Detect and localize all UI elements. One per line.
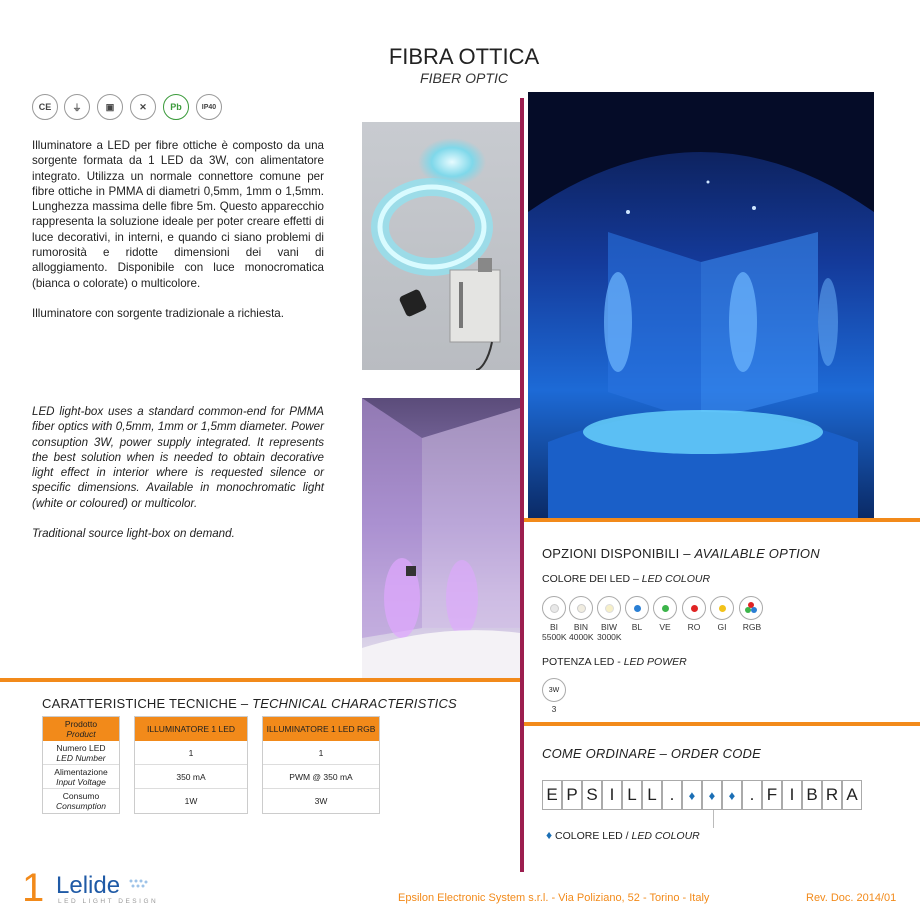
brand-tagline: LED LIGHT DESIGN (58, 898, 159, 905)
description-it-p1: Illuminatore a LED per fibre ottiche è composto da una sorgente formata da 1 LED da 3W, con alimentatore integrato. Utilizza un normale connettore comune per fibre ottiche in PMMA di diametri 0,5mm, 1mm o 1,5mm. Lunghezza massima delle fibre 5m. Questo apparecchio rappresenta la soluzione ideale per poter creare effetti di luce decorativi, in interni, e quando ci siano problemi di rumorosità e ridotte dimensioni dei vani di alloggiamento. Disponibile con luce monocromatica (bianca o colorate) o multicolore. (32, 139, 324, 290)
description-en-p1: LED light-box uses a standard common-end for PMMA fiber optics with 0,5mm, 1mm or 1,5mm diameter. Power consuption 3W, power supply integrated. It represents the best solution when is needed to obtain decorative light effect in interior where is requested silence or specific dimensions. Available in monochromatic light (white or coloured) or multicolor. (32, 405, 324, 510)
vertical-divider (520, 98, 524, 872)
tech-col-1led-input-voltage: 350 mA (135, 765, 247, 789)
page-title: FIBRA OTTICA (388, 44, 540, 69)
order-code-char: A (842, 780, 862, 810)
order-code-char: R (822, 780, 842, 810)
description-en (32, 404, 324, 541)
weee-bin-icon: ✕ (130, 94, 156, 120)
tech-col-rgb-header: ILLUMINATORE 1 LED RGB (263, 717, 379, 741)
led-biw-label: BIW (600, 622, 618, 632)
tech-col-1led (134, 716, 248, 814)
led-bi-cct: 5500K (542, 632, 567, 642)
class-ii-icon: ▣ (97, 94, 123, 120)
ip40-icon: IP40 (196, 94, 222, 120)
led-biw-icon (605, 604, 614, 613)
led-gi-icon (719, 605, 726, 612)
led-bin-swatch (569, 596, 593, 620)
led-bl-label: BL (631, 622, 643, 632)
led-bi-icon (550, 604, 559, 613)
room-photo-blue (528, 92, 874, 518)
page-subtitle: FIBER OPTIC (420, 70, 508, 86)
order-code-char: F (762, 780, 782, 810)
tech-col-1led-led-number: 1 (135, 741, 247, 765)
led-bi-label: BI (549, 622, 559, 632)
led-bl-icon (634, 605, 641, 612)
order-code-char: S (582, 780, 602, 810)
order-code-char: . (662, 780, 682, 810)
tech-col-1led-consumption: 1W (184, 796, 198, 806)
ground-icon: ⏚ (64, 94, 90, 120)
led-ve-swatch (653, 596, 677, 620)
tech-row-labels (42, 716, 120, 814)
divider-options (524, 518, 920, 522)
led-ve-label: VE (659, 622, 671, 632)
led-ro-label: RO (687, 622, 701, 632)
led-bin-cct: 4000K (569, 632, 594, 642)
led-colour-title: COLORE DEI LED – LED COLOUR (542, 573, 711, 585)
company-address: Epsilon Electronic System s.r.l. - Via Poliziano, 52 - Torino - Italy (398, 892, 710, 904)
led-bl-swatch (625, 596, 649, 620)
order-code-leader-line (713, 810, 714, 828)
order-code-char: L (622, 780, 642, 810)
led-rgb-icon (744, 601, 758, 615)
order-code-char: I (602, 780, 622, 810)
product-photo (362, 122, 520, 370)
brand-dots-icon (128, 878, 150, 892)
tech-label-input-voltage: Alimentazione Input Voltage (43, 765, 119, 789)
led-rgb-label: RGB (742, 622, 762, 632)
led-power-icon: 3W (548, 686, 560, 694)
divider-tech (0, 678, 520, 682)
order-code (542, 780, 862, 810)
description-it (32, 138, 324, 321)
led-bi-swatch (542, 596, 566, 620)
led-ro-icon (691, 605, 698, 612)
page-number: 1 (22, 866, 45, 910)
tech-label-product: Prodotto Product (43, 717, 119, 741)
order-code-char: I (782, 780, 802, 810)
tech-col-1led-rgb (262, 716, 380, 814)
led-gi-label: GI (717, 622, 727, 632)
order-code-colour-slot: ♦ (702, 780, 722, 810)
order-code-char: L (642, 780, 662, 810)
led-power-value: 3 (551, 704, 557, 714)
order-code-colour-slot: ♦ (722, 780, 742, 810)
tech-col-rgb-led-number: 1 (263, 741, 379, 765)
led-power-swatch (542, 678, 566, 702)
ce-mark-icon: CE (32, 94, 58, 120)
order-title: COME ORDINARE – ORDER CODE (542, 746, 762, 761)
tech-title: CARATTERISTICHE TECNICHE – TECHNICAL CHARACTERISTICS (42, 696, 457, 711)
room-photo-purple (362, 398, 520, 678)
diamond-icon: ♦ (546, 828, 553, 842)
led-rgb-swatch (739, 596, 763, 620)
order-code-char: E (542, 780, 562, 810)
options-title: OPZIONI DISPONIBILI – AVAILABLE OPTION (542, 546, 820, 561)
order-legend: ♦ COLORE LED / LED COLOUR (546, 828, 700, 842)
order-code-char: P (562, 780, 582, 810)
tech-label-consumption: Consumo Consumption (55, 791, 107, 811)
led-ve-icon (662, 605, 669, 612)
order-code-char: . (742, 780, 762, 810)
led-biw-swatch (597, 596, 621, 620)
led-biw-cct: 3000K (597, 632, 622, 642)
brand-logo: Lelide (56, 872, 121, 899)
tech-col-rgb-consumption: 3W (314, 796, 328, 806)
pb-free-icon: Pb (163, 94, 189, 120)
tech-col-rgb-input-voltage: PWM @ 350 mA (263, 765, 379, 789)
led-bin-icon (577, 604, 586, 613)
led-power-title: POTENZA LED - LED POWER (542, 656, 687, 668)
description-en-p2: Traditional source light-box on demand. (32, 527, 235, 541)
description-it-p2: Illuminatore con sorgente tradizionale a richiesta. (32, 306, 284, 320)
tech-col-1led-header: ILLUMINATORE 1 LED (135, 717, 247, 741)
led-gi-swatch (710, 596, 734, 620)
led-ro-swatch (682, 596, 706, 620)
document-revision: Rev. Doc. 2014/01 (806, 892, 897, 904)
led-bin-label: BIN (573, 622, 589, 632)
tech-label-led-number: Numero LED LED Number (43, 741, 119, 765)
order-code-char: B (802, 780, 822, 810)
order-code-colour-slot: ♦ (682, 780, 702, 810)
divider-order (524, 722, 920, 726)
